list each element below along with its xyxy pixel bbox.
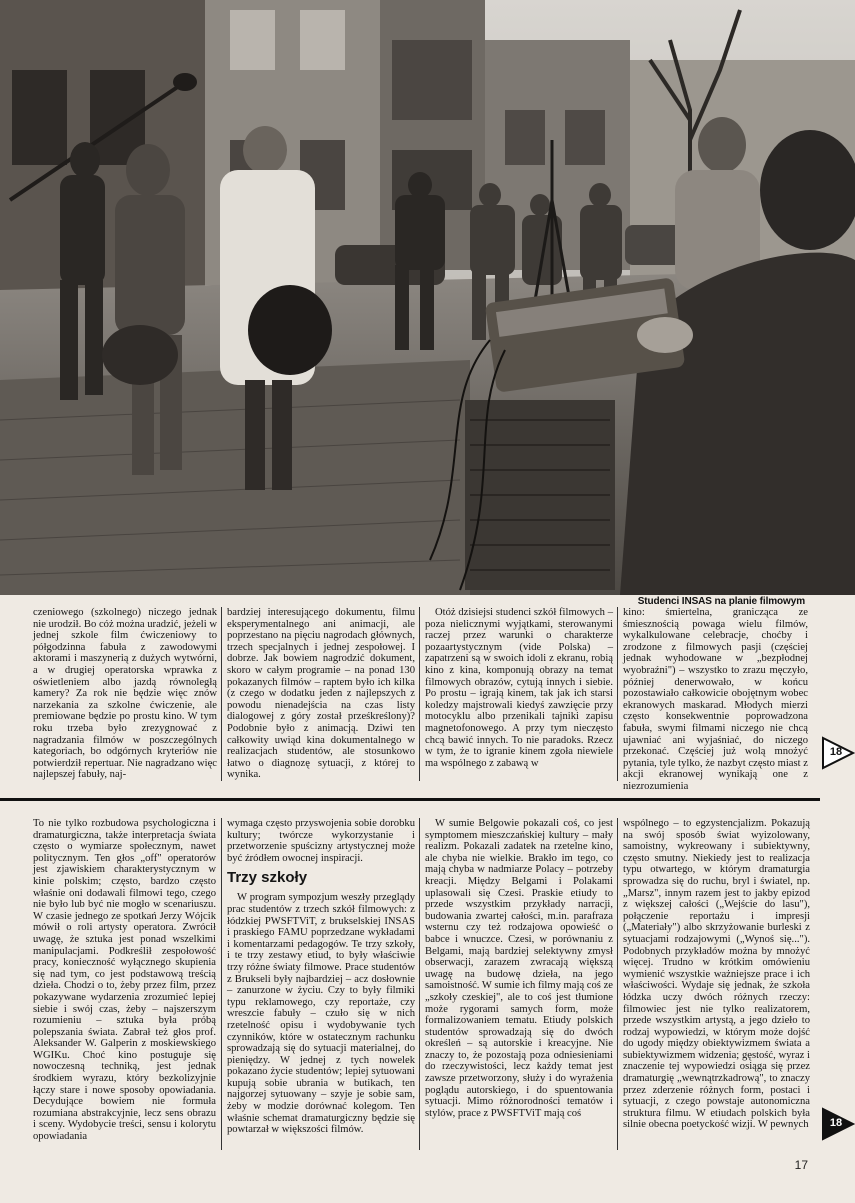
column-divider bbox=[221, 607, 222, 781]
section-heading: Trzy szkoły bbox=[227, 869, 308, 887]
marker-number: 18 bbox=[829, 746, 843, 758]
column-divider bbox=[617, 607, 618, 781]
column-divider bbox=[221, 818, 222, 1150]
article-column-bottom-1 bbox=[33, 818, 216, 1148]
column-divider bbox=[617, 818, 618, 1150]
paragraph: Otóż dzisiejsi studenci szkół filmowych – poza nielicznymi wyjątkami, sterowanymi raczej przez warunki o charakterze pozaartystycznym (vide Polska) – zapatrzeni są w swoich idoli z ekranu, robią kino z kina, komponują obrazy na temat filmowych obrazów, cytują innych i siebie. Po prostu – igrają kinem, tak jak ich starsi koledzy majstrowali kiedyś zawzięcie przy motocyklu albo przenikali tajniki zapisu magnetofonowego. A przy tym nieczęsto chcą bawić innych. To nie paradoks. Rzecz w tym, że to igranie kinem zgoła niewiele ma wspólnego z zabawą w bbox=[425, 607, 613, 769]
article-column-top-3 bbox=[425, 607, 613, 777]
paragraph: wspólnego – to egzystencjalizm. Pokazują na swój sposób świat wyizolowany, samoistny, wykreowany i subiektywny, często smutny. Niekiedy jest to realizacja typu otwartego, w którym dramaturgia sprowadza się do ruchu, bryl i światel, np. „Marsz", innym razem jest to jakby epizod z większej całości („Wejście do lasu"), połączenie reportażu i impresji („Materiały") albo skrzyżowanie burleski z sytuacjami rodzajowymi („Wynoś się..."). Podobnych przykładów można by mnożyć więcej. Trudno w krótkim omówieniu wymienić wszystkie ważniejsze prace i ich właściwości. Wydaje się jednak, że szkoła łódzka uczy dwóch różnych rzeczy: filmowiec jest nie tylko realizatorem, przede wszystkim artystą, a jego dzieło to rodzaj wypowiedzi, w którym może dojść do ugody między obiektywizmem świata a subiektywizmem widzenia; gęstość, wyraz i znaczenie tej wypowiedzi osiąga się przez dramaturgię „wewnątrzkadrową", to znaczy przez zderzenie różnych form, postaci i sytuacji, z czego powstaje autonomiczna struktura filmu. W etiudach polskich była silnie obecna poetyckość wizji. W pewnych bbox=[623, 818, 810, 1131]
paragraph: czeniowego (szkolnego) niczego jednak nie urodził. Bo cóż można uradzić, jeżeli w jednej szkole film ćwiczeniowy to półgodzinna fabuła z zawodowymi aktorami i maszynerią z dużych wytwórni, a w drugiej operatorska wprawka z oświetleniem albo jazdą równoległą kamery? Za rok nie będzie więc znów narzekania za szkolne ćwiczenie, ale premiowane będzie po prostu kino. W tym roku trzeba było zrezygnować z nagradzania filmów w poszczególnych kategoriach, bo odgórnych kryteriów nie potwierdził repertuar. Nie nagradzano więc najlepszej fabuły, naj- bbox=[33, 607, 217, 781]
paragraph: W sumie Belgowie pokazali coś, co jest symptomem mieszczańskiej kultury – mały realizm. Pokazali zadatek na rzetelne kino, ale chyba nie wielkie. Brakło im tego, co mają chyba w nadmiarze Polacy – potrzeby kreacji. Między Belgami i Polakami uplasowali się Czesi. Praskie etiudy to przede wszystkim przykłady narracji, budowania zwartej całości, m.in. parafraza wsternu czy też rodzajowa opowieść o babce i wnuczce. Czesi, w porównaniu z Belgami, mają bardziej selektywny zmysł obserwacji, zarazem zwracają większą uwagę na budowę dzieła, na jego samoistność. W sumie ich filmy mają coś ze „szkoły czeskiej", ale to coś jest tłumione może rygorami samych form, może formalizowaniem tematu. Etiudy polskich studentów sprowadzają się do dwóch określeń – są autorskie i kreacyjne. Nie znaczy to, że pozostają poza odniesieniami do rzeczywistości, lecz każdy temat jest zawsze przetworzony, służy i do wyrażenia poglądu autorskiego, i do spuentowania sytuacji. Mimo różnorodności tematów i stylów, prace z PWSFTViT mają coś bbox=[425, 818, 613, 1119]
paragraph: wymaga często przyswojenia sobie dorobku kultury; twórcze wykorzystanie i przetworzenie spuścizny artystycznej może być źródłem owocnej inspiracji. bbox=[227, 818, 415, 864]
page-number: 17 bbox=[794, 1158, 808, 1172]
paragraph: kino: śmiertelna, granicząca ze śmiesznością powaga wielu filmów, wykalkulowane celebracje, choćby i zrodzone z filmowych pasji (częściej jednak wyhodowane w „bezpłodnej wyobraźni") – wszystko to zrazu męczyło, później denerwowało, w końcu pozostawiało całkowicie obojętnym wobec ekranowych maskarad. Młodych mierzi często konsekwentnie poprowadzona fabuła, swymi filmami niczego nie chcą ujawniać ani wyjaśniać, do niczego przekonać. Częściej już wolą mnożyć pytania, tyle tylko, że nazbyt często miast z akcji ekranowej wynikają one z niezrozumienia bbox=[623, 607, 808, 792]
paragraph: W program sympozjum weszły przeglądy prac studentów z trzech szkół filmowych: z łódzkiej PWSFTViT, z brukselskiej INSAS i praskiego FAMU poprzedzane wykładami i komentarzami pedagogów. Te trzy szkoły, i te trzy zestawy etiud, to były właściwie trzy różne światy filmowe. Prace studentów z Brukseli były najbardziej – acz dosłownie – zanurzone w życiu. Czy to były filmiki typu reklamowego, czy reportaże, czy wreszcie fabuły – czuło się w nich rzetelność opisu i wydobywanie tych czynników, które w ostatecznym rachunku sprowadzają się do sytuacji materialnej, do pieniędzy. W jednej z tych nowelek pokazano życie studentów; lepiej sytuowani kupują sobie ubrania w butikach, ten najgorzej sytuowany – szyje je sobie sam, żeby w modzie dorównać kolegom. Ten właśnie schemat dramaturgiczny będzie się powtarzał w większości filmów. bbox=[227, 892, 415, 1136]
section-divider bbox=[0, 798, 820, 801]
photo-caption: Studenci INSAS na planie filmowym bbox=[637, 596, 805, 607]
article-column-bottom-2 bbox=[227, 818, 415, 1148]
article-column-top-4 bbox=[623, 607, 808, 792]
paragraph: bardziej interesującego dokumentu, filmu eksperymentalnego ani animacji, ale poprzestano na pięciu nagrodach głównych, trzech specjalnych i jednej zespołowej. I dobrze. Jak bowiem nagrodzić dokument, skoro w całym programie – na ponad 130 pokazanych filmów – raptem było ich kilka (z czego w dodatku jeden z najlepszych z powodu nienadejścia na czas listy dialogowej z góry został prześkreślony)? Podobnie było z animacją. Dziwi ten całkowity uwiąd kina dokumentalnego w realizacjach studentów, ale stosunkowo łatwo o diagnozę sytuacji, z której to wynika. bbox=[227, 607, 415, 781]
photo-illustration bbox=[0, 0, 855, 595]
column-divider bbox=[419, 818, 420, 1150]
paragraph: To nie tylko rozbudowa psychologiczna i dramaturgiczna, także interpretacja świata często o wymiarze społecznym, nawet politycznym. Ten głos „off" operatorów jest zjawiskiem charakterystycznym w kinie polskim; często, bardzo często właśnie oni dodawali filmowi tego, czego nie było lub być nie mogło w scenariuszu. W czasie jednego ze spotkań Jerzy Wójcik mówił o roli artysty operatora. Zwrócił uwagę, że sztuka jest ponad wszelkimi manipulacjami. Podkreślił zespołowość pracy, konieczność wyłącznego skupienia się nad tym, co jest podstawową treścią dzieła. Chodzi o to, żeby przez film, przez pokazywane wydarzenia zrozumieć lepiej siebie i swój czas, żeby – najszerszym rozumieniu – sztuka była próbą polepszania świata. Zabrał też głos prof. Aleksander W. Galperin z moskiewskiego WGIKu. Choć kino postuguje się nowoczesną techniką, jest jednak środkiem wyrazu, który bezkolizyjnie łączy stare i nowe sposoby opowiadania. Decydujące bowiem nie formuła rozumiana abstrakcyjnie, lecz sens obrazu i sceny. Wydobycie treści, sensu i kolorytu opowiadania bbox=[33, 818, 216, 1143]
continuation-marker-top bbox=[822, 737, 854, 769]
film-set-photo bbox=[0, 0, 855, 595]
column-divider bbox=[419, 607, 420, 781]
article-column-top-2 bbox=[227, 607, 415, 781]
article-column-top-1 bbox=[33, 607, 217, 781]
continuation-marker-bottom bbox=[822, 1108, 854, 1140]
marker-number: 18 bbox=[829, 1117, 843, 1129]
article-column-bottom-3 bbox=[425, 818, 613, 1148]
article-column-bottom-4 bbox=[623, 818, 810, 1148]
